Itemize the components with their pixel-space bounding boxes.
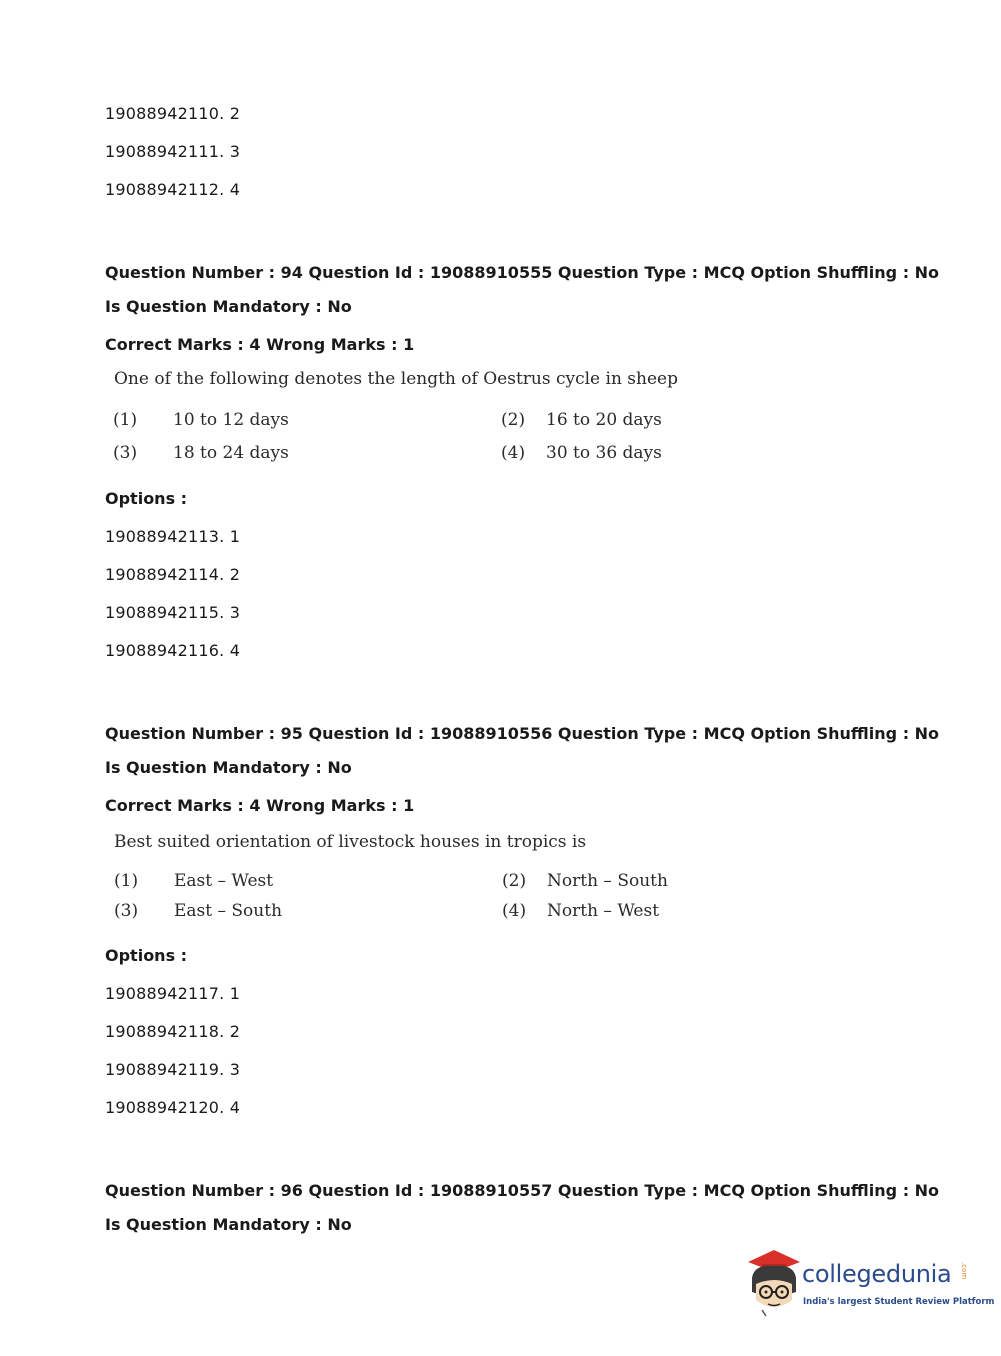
logo-com: .com xyxy=(960,1262,968,1280)
mascot-icon xyxy=(742,1248,804,1320)
option-line: 19088942120. 4 xyxy=(105,1098,241,1117)
options-label: Options : xyxy=(105,946,188,965)
choice-number: (4) xyxy=(501,443,526,463)
choice-number: (1) xyxy=(114,871,139,891)
choice-text: East – South xyxy=(174,901,283,921)
option-line: 19088942119. 3 xyxy=(105,1060,241,1079)
question-mandatory: Is Question Mandatory : No xyxy=(105,1215,352,1234)
logo-wordmark: collegedunia xyxy=(802,1260,952,1288)
option-line: 19088942111. 3 xyxy=(105,142,241,161)
choice-text: 10 to 12 days xyxy=(173,410,289,430)
question-header: Question Number : 95 Question Id : 19088910556 Question Type : MCQ Option Shuffling : No xyxy=(105,724,940,743)
option-line: 19088942112. 4 xyxy=(105,180,241,199)
question-header: Question Number : 94 Question Id : 19088910555 Question Type : MCQ Option Shuffling : No xyxy=(105,263,940,282)
question-marks: Correct Marks : 4 Wrong Marks : 1 xyxy=(105,335,415,354)
logo-tagline: India's largest Student Review Platform xyxy=(803,1297,995,1307)
choice-number: (4) xyxy=(502,901,527,921)
question-text: One of the following denotes the length of Oestrus cycle in sheep xyxy=(114,369,678,389)
choice-text: North – West xyxy=(547,901,660,921)
question-text: Best suited orientation of livestock houses in tropics is xyxy=(114,832,587,852)
choice-number: (3) xyxy=(114,901,139,921)
collegedunia-logo xyxy=(742,1248,995,1320)
option-line: 19088942117. 1 xyxy=(105,984,241,1003)
choice-text: 30 to 36 days xyxy=(546,443,662,463)
question-marks: Correct Marks : 4 Wrong Marks : 1 xyxy=(105,796,415,815)
choice-number: (2) xyxy=(501,410,526,430)
choice-text: North – South xyxy=(547,871,668,891)
choice-number: (1) xyxy=(113,410,138,430)
option-line: 19088942110. 2 xyxy=(105,104,241,123)
choice-number: (3) xyxy=(113,443,138,463)
option-line: 19088942115. 3 xyxy=(105,603,241,622)
question-mandatory: Is Question Mandatory : No xyxy=(105,297,352,316)
choice-text: 16 to 20 days xyxy=(546,410,662,430)
choice-text: 18 to 24 days xyxy=(173,443,289,463)
choice-text: East – West xyxy=(174,871,274,891)
option-line: 19088942113. 1 xyxy=(105,527,241,546)
question-header: Question Number : 96 Question Id : 19088910557 Question Type : MCQ Option Shuffling : No xyxy=(105,1181,940,1200)
choice-number: (2) xyxy=(502,871,527,891)
option-line: 19088942116. 4 xyxy=(105,641,241,660)
options-label: Options : xyxy=(105,489,188,508)
option-line: 19088942118. 2 xyxy=(105,1022,241,1041)
option-line: 19088942114. 2 xyxy=(105,565,241,584)
question-mandatory: Is Question Mandatory : No xyxy=(105,758,352,777)
